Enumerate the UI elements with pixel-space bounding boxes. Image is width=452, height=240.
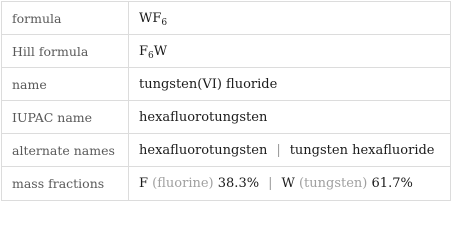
fraction-percent-f: 38.3% — [217, 176, 260, 191]
table-row-hill-formula — [2, 35, 451, 68]
alternate-name-2: tungsten hexafluoride — [289, 142, 435, 158]
separator: | — [276, 142, 281, 158]
table-row-iupac-name — [2, 101, 451, 134]
hill-formula-base-1: F — [139, 43, 149, 59]
table-row-alternate-names — [2, 134, 451, 167]
properties-table — [1, 1, 451, 201]
hill-formula-value — [129, 35, 451, 68]
table-row-name — [2, 68, 451, 101]
row-label-name: name — [2, 68, 129, 101]
separator: | — [268, 176, 273, 191]
table-row-mass-fractions — [2, 167, 451, 201]
mass-fractions-value — [129, 167, 451, 201]
row-label-alternate-names: alternate names — [2, 134, 129, 167]
row-label-hill-formula: Hill formula — [2, 35, 129, 68]
hill-formula-base-2: W — [153, 43, 168, 59]
fraction-symbol-w: W — [281, 176, 295, 191]
formula-base: WF — [139, 10, 162, 26]
hill-formula-subscript: 6 — [148, 50, 154, 61]
table-row-formula — [2, 2, 451, 35]
formula-value — [129, 2, 451, 35]
name-value: tungsten(VI) fluoride — [129, 68, 451, 101]
row-label-iupac-name: IUPAC name — [2, 101, 129, 134]
formula-subscript: 6 — [161, 17, 168, 28]
row-label-formula: formula — [2, 2, 129, 35]
fraction-percent-w: 61.7% — [371, 176, 413, 191]
fraction-symbol-f: F — [139, 176, 149, 191]
alternate-name-1: hexafluorotungsten — [139, 142, 268, 158]
alternate-names-value — [129, 134, 451, 167]
iupac-name-value: hexafluorotungsten — [129, 101, 451, 134]
row-label-mass-fractions: mass fractions — [2, 167, 129, 201]
fraction-name-tungsten: (tungsten) — [298, 176, 368, 191]
fraction-name-fluorine: (fluorine) — [152, 176, 214, 191]
